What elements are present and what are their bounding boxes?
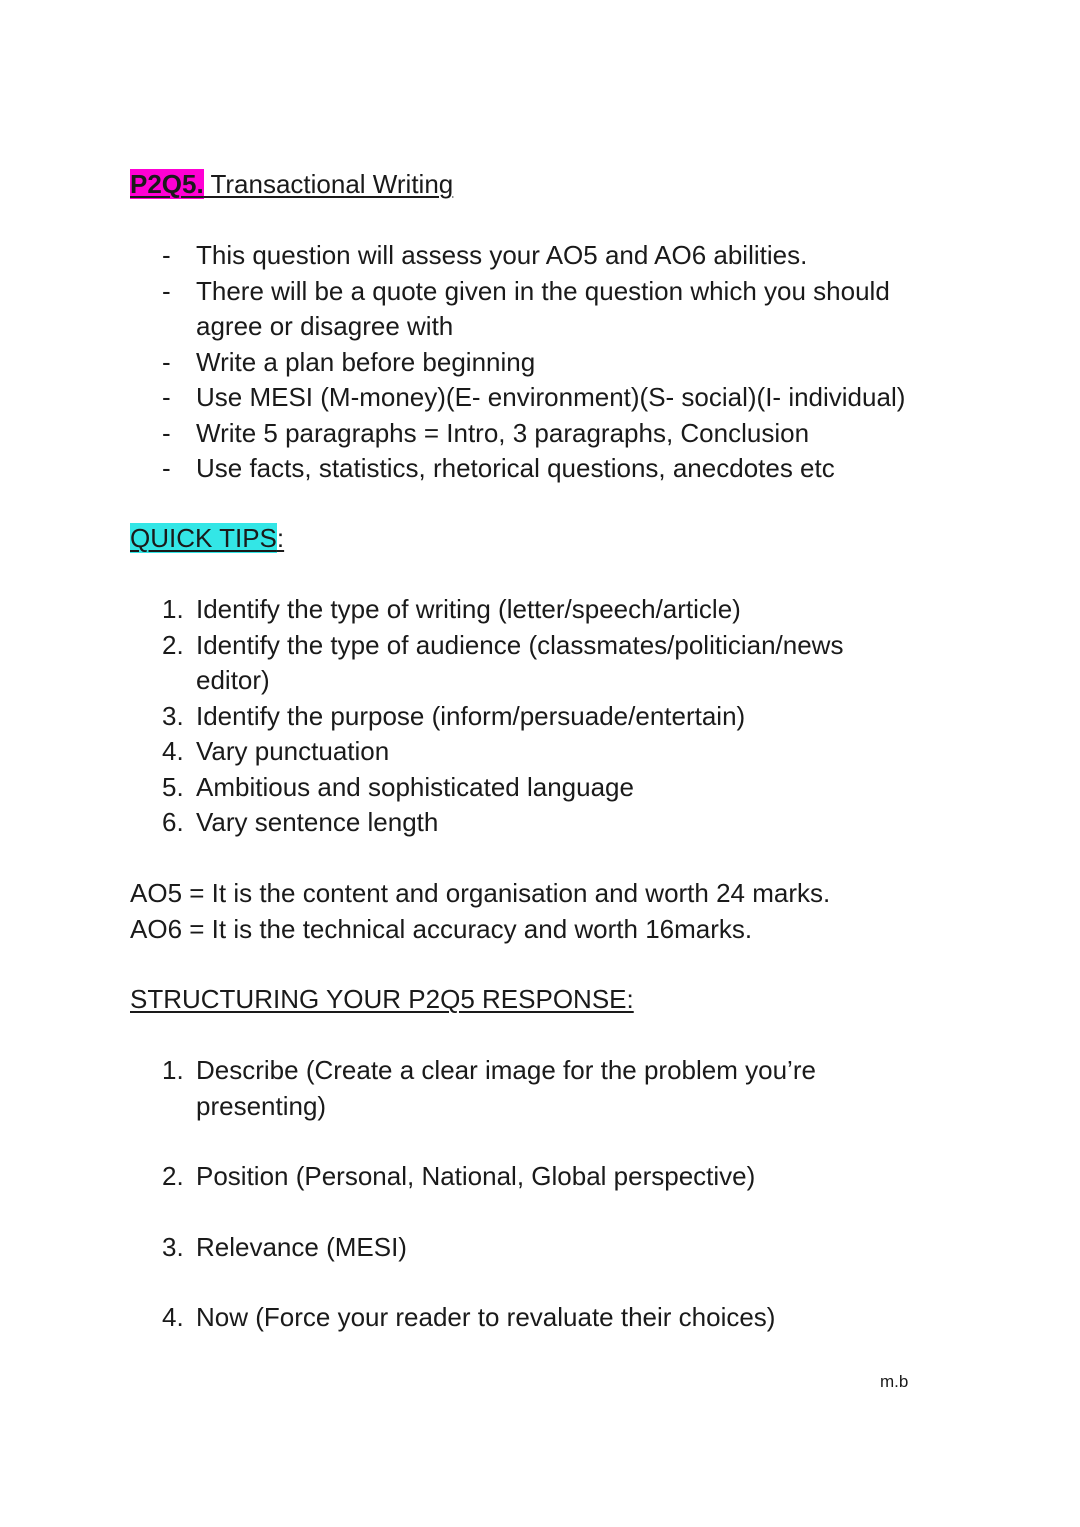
list-item: - Use MESI (M-money)(E- environment)(S- social)(I- individual) (162, 382, 906, 412)
bullet-list (162, 238, 922, 487)
list-item: 2. Identify the type of audience (classmates/politician/news (162, 629, 844, 660)
list-item: 2. Position (Personal, National, Global perspective) (162, 1161, 756, 1191)
list-item: - There will be a quote given in the question which you should (162, 275, 890, 306)
ao5-line: AO5 = It is the content and organisation and worth 24 marks. (130, 878, 831, 908)
list-item: 6. Vary sentence length (162, 807, 439, 837)
structuring-list (162, 1053, 922, 1124)
list-item: 4. Now (Force your reader to revaluate their choices) (162, 1302, 776, 1332)
list-item: 3. Relevance (MESI) (162, 1232, 407, 1262)
ao6-line: AO6 = It is the technical accuracy and worth 16marks. (130, 913, 753, 944)
title-text: Transactional Writing (203, 169, 454, 199)
quick-tips-list (162, 592, 922, 841)
list-item: - Use facts, statistics, rhetorical questions, anecdotes etc (162, 453, 835, 483)
page-title (130, 167, 453, 203)
structuring-list (162, 1300, 922, 1336)
list-item: 1. Identify the type of writing (letter/speech/article) (162, 594, 741, 624)
author-initials: m.b (880, 1372, 909, 1391)
structuring-list (162, 1159, 922, 1195)
quick-tips-heading: QUICK TIPS: (130, 523, 285, 553)
assessment-objectives (130, 876, 830, 947)
question-code: P2Q5. (130, 169, 204, 199)
list-item: 1. Describe (Create a clear image for the problem you’re (162, 1055, 816, 1085)
list-item: - Write a plan before beginning (162, 346, 536, 377)
structuring-heading: STRUCTURING YOUR P2Q5 RESPONSE: (130, 984, 634, 1014)
list-item-continuation: agree or disagree with (196, 311, 454, 341)
list-item-continuation: editor) (196, 665, 270, 695)
list-item: - Write 5 paragraphs = Intro, 3 paragraphs, Conclusion (162, 417, 810, 448)
list-item: 4. Vary punctuation (162, 736, 390, 766)
list-item: - This question will assess your AO5 and AO6 abilities. (162, 240, 808, 270)
list-item-continuation: presenting) (196, 1090, 327, 1121)
list-item: 3. Identify the purpose (inform/persuade/entertain) (162, 700, 746, 731)
list-item: 5. Ambitious and sophisticated language (162, 771, 634, 802)
structuring-list (162, 1230, 922, 1266)
